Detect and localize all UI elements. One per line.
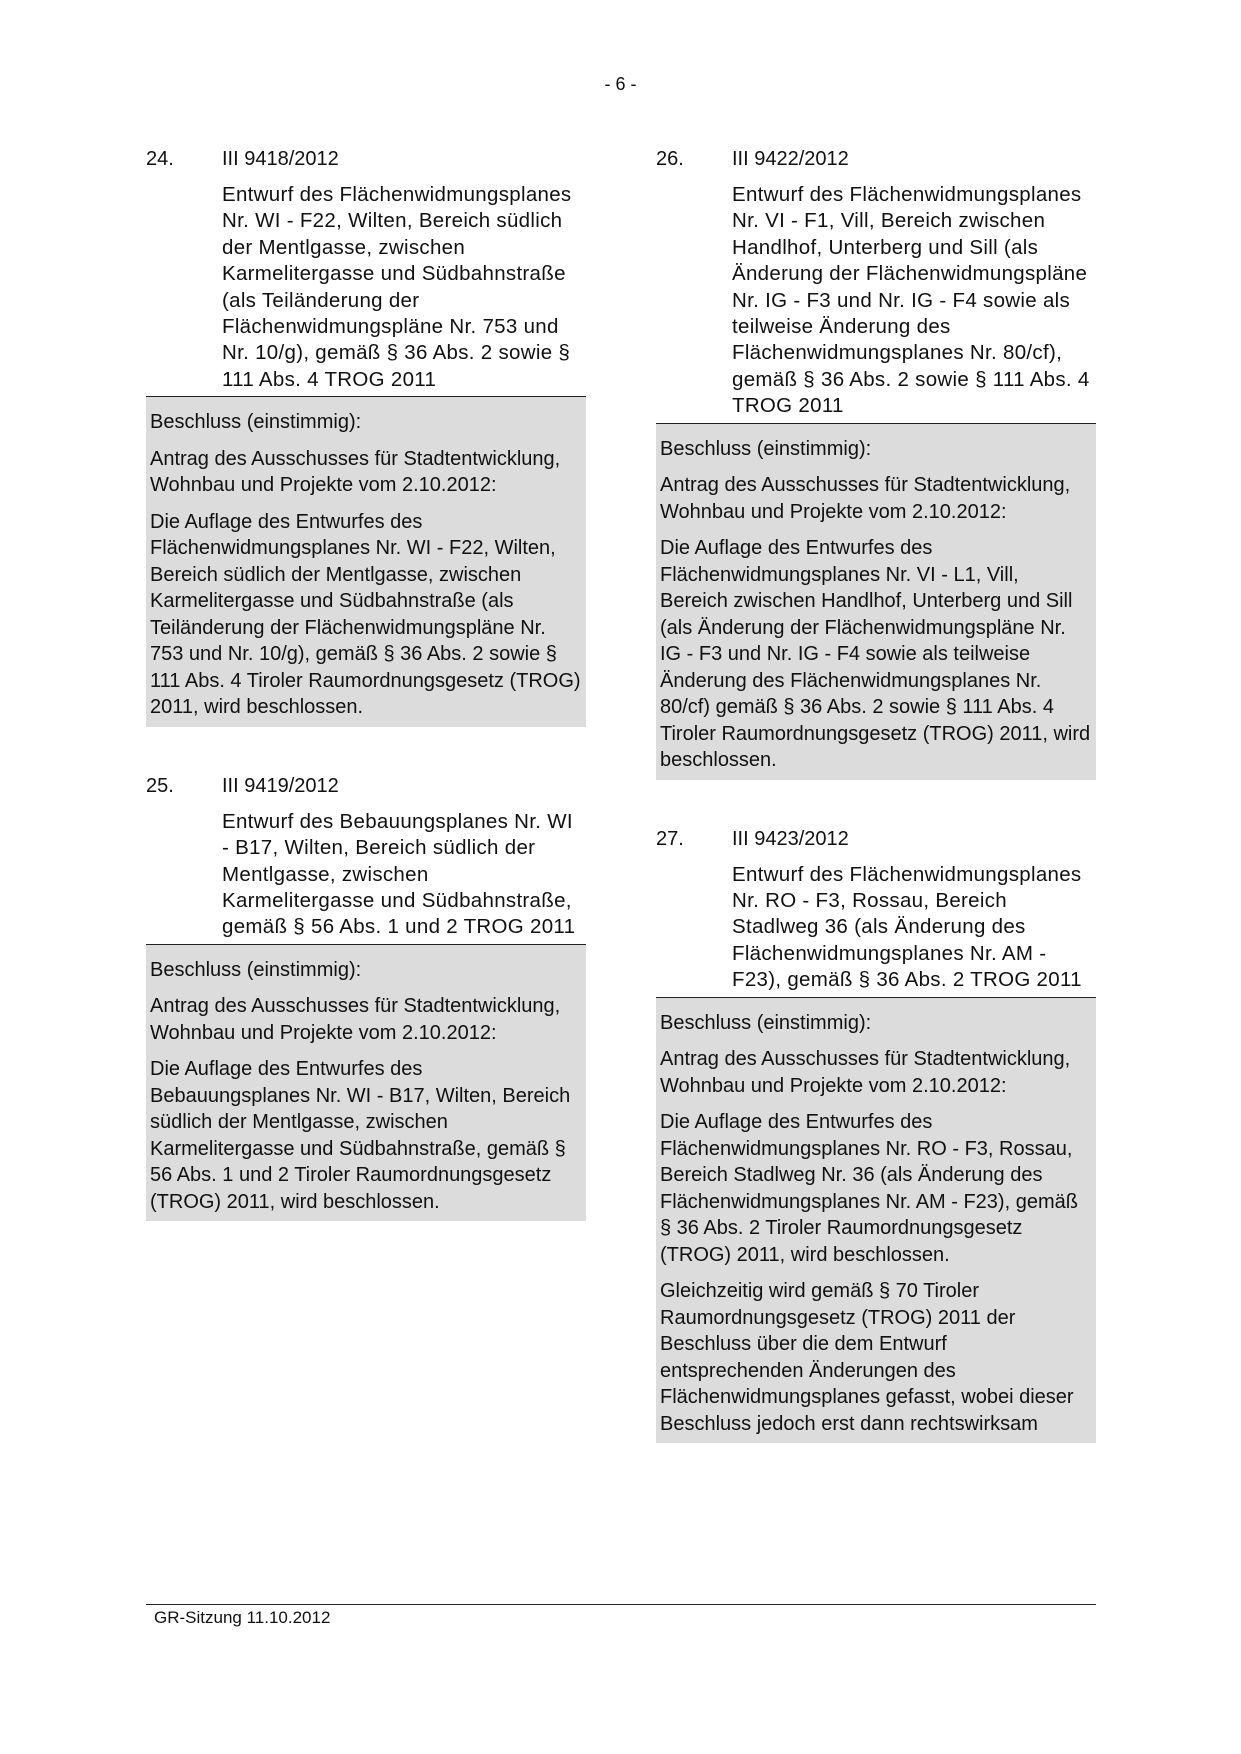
agenda-item-27 <box>656 826 1096 1444</box>
agenda-item-26 <box>656 146 1096 780</box>
footer-session-date: GR-Sitzung 11.10.2012 <box>154 1608 331 1627</box>
item-number: 27. <box>656 827 684 850</box>
motion-text: Antrag des Ausschusses für Stadtentwicklung, Wohnbau und Projekte vom 2.10.2012: <box>150 995 561 1044</box>
page-number: - 6 - <box>604 74 637 94</box>
item-title: Entwurf des Flächenwidmungsplanes Nr. VI - F1, Vill, Bereich zwischen Handlhof, Unterberg und Sill (als Änderung der Flächenwidmungspläne Nr. IG - F3 und Nr. IG - F4 sowie als teilweise Änderung des Flächenwidmungsplanes Nr. 80/cf), gemäß § 36 Abs. 2 sowie § 111 Abs. 4 TROG 2011 <box>732 183 1090 418</box>
decision-text: Die Auflage des Entwurfes des Flächenwidmungsplanes Nr. RO - F3, Rossau, Bereich Stadlweg Nr. 36 (als Änderung des Flächenwidmungsplanes Nr. AM - F23), gemäß § 36 Abs. 2 Tiroler Raumordnungsgesetz (TROG) 2011, wird beschlossen. <box>660 1111 1078 1266</box>
motion-text: Antrag des Ausschusses für Stadtentwicklung, Wohnbau und Projekte vom 2.10.2012: <box>660 1048 1071 1097</box>
item-title: Entwurf des Flächenwidmungsplanes Nr. WI - F22, Wilten, Bereich südlich der Mentlgasse, zwischen Karmelitergasse und Südbahnstraße (als Teiländerung der Flächenwidmungspläne Nr. 753 und Nr. 10/g), gemäß § 36 Abs. 2 sowie § 111 Abs. 4 TROG 2011 <box>222 183 572 391</box>
decision-text: Die Auflage des Entwurfes des Bebauungsplanes Nr. WI - B17, Wilten, Bereich südlich der Mentlgasse, zwischen Karmelitergasse und Südbahnstraße, gemäß § 56 Abs. 1 und 2 Tiroler Raumordnungsgesetz (TROG) 2011, wird beschlossen. <box>150 1058 571 1213</box>
decision-box <box>146 397 586 727</box>
motion-text: Antrag des Ausschusses für Stadtentwicklung, Wohnbau und Projekte vom 2.10.2012: <box>660 474 1071 523</box>
decision-box <box>656 424 1096 780</box>
item-reference: III 9418/2012 <box>222 148 339 170</box>
motion-text: Antrag des Ausschusses für Stadtentwicklung, Wohnbau und Projekte vom 2.10.2012: <box>150 447 561 497</box>
decision-text: Die Auflage des Entwurfes des Flächenwidmungsplanes Nr. VI - L1, Vill, Bereich zwischen Handlhof, Unterberg und Sill (als Änderung der Flächenwidmungspläne Nr. IG - F3 und Nr. IG - F4 sowie als teilweise Änderung des Flächenwidmungsplanes Nr. 80/cf) gemäß § 36 Abs. 2 sowie § 111 Abs. 4 Tiroler Raumordnungsgesetz (TROG) 2011, wird beschlossen. <box>660 537 1091 772</box>
agenda-item-24 <box>146 146 586 727</box>
item-number: 25. <box>146 774 174 797</box>
decision-box <box>146 945 586 1222</box>
decision-label: Beschluss (einstimmig): <box>150 958 362 981</box>
decision-label: Beschluss (einstimmig): <box>660 1011 872 1034</box>
agenda-item-25 <box>146 773 586 1222</box>
item-reference: III 9422/2012 <box>732 148 849 170</box>
footer-divider <box>146 1604 1096 1605</box>
item-title: Entwurf des Bebauungsplanes Nr. WI - B17, Wilten, Bereich südlich der Mentlgasse, zwischen Karmelitergasse und Südbahnstraße, gemäß § 56 Abs. 1 und 2 TROG 2011 <box>222 809 576 939</box>
item-reference: III 9423/2012 <box>732 827 849 850</box>
decision-label: Beschluss (einstimmig): <box>150 411 362 434</box>
decision-text: Die Auflage des Entwurfes des Flächenwidmungsplanes Nr. WI - F22, Wilten, Bereich südlich der Mentlgasse, zwischen Karmelitergasse und Südbahnstraße (als Teiländerung der Flächenwidmungspläne Nr. 753 und Nr. 10/g), gemäß § 36 Abs. 2 sowie § 111 Abs. 4 Tiroler Raumordnungsgesetz (TROG) 2011, wird beschlossen. <box>150 510 581 719</box>
left-column <box>146 146 586 1221</box>
decision-label: Beschluss (einstimmig): <box>660 437 872 460</box>
right-column <box>656 146 1096 1443</box>
item-number: 24. <box>146 148 174 170</box>
item-number: 26. <box>656 148 684 170</box>
item-reference: III 9419/2012 <box>222 774 339 797</box>
decision-box <box>656 998 1096 1444</box>
decision-text-continued: Gleichzeitig wird gemäß § 70 Tiroler Raumordnungsgesetz (TROG) 2011 der Beschluss über die dem Entwurf entsprechenden Änderungen des Flächenwidmungsplanes gefasst, wobei dieser Beschluss jedoch erst dann rechtswirksam <box>660 1280 1074 1435</box>
item-title: Entwurf des Flächenwidmungsplanes Nr. RO - F3, Rossau, Bereich Stadlweg 36 (als Änderung des Flächenwidmungsplanes Nr. AM - F23), gemäß § 36 Abs. 2 TROG 2011 <box>732 862 1082 992</box>
